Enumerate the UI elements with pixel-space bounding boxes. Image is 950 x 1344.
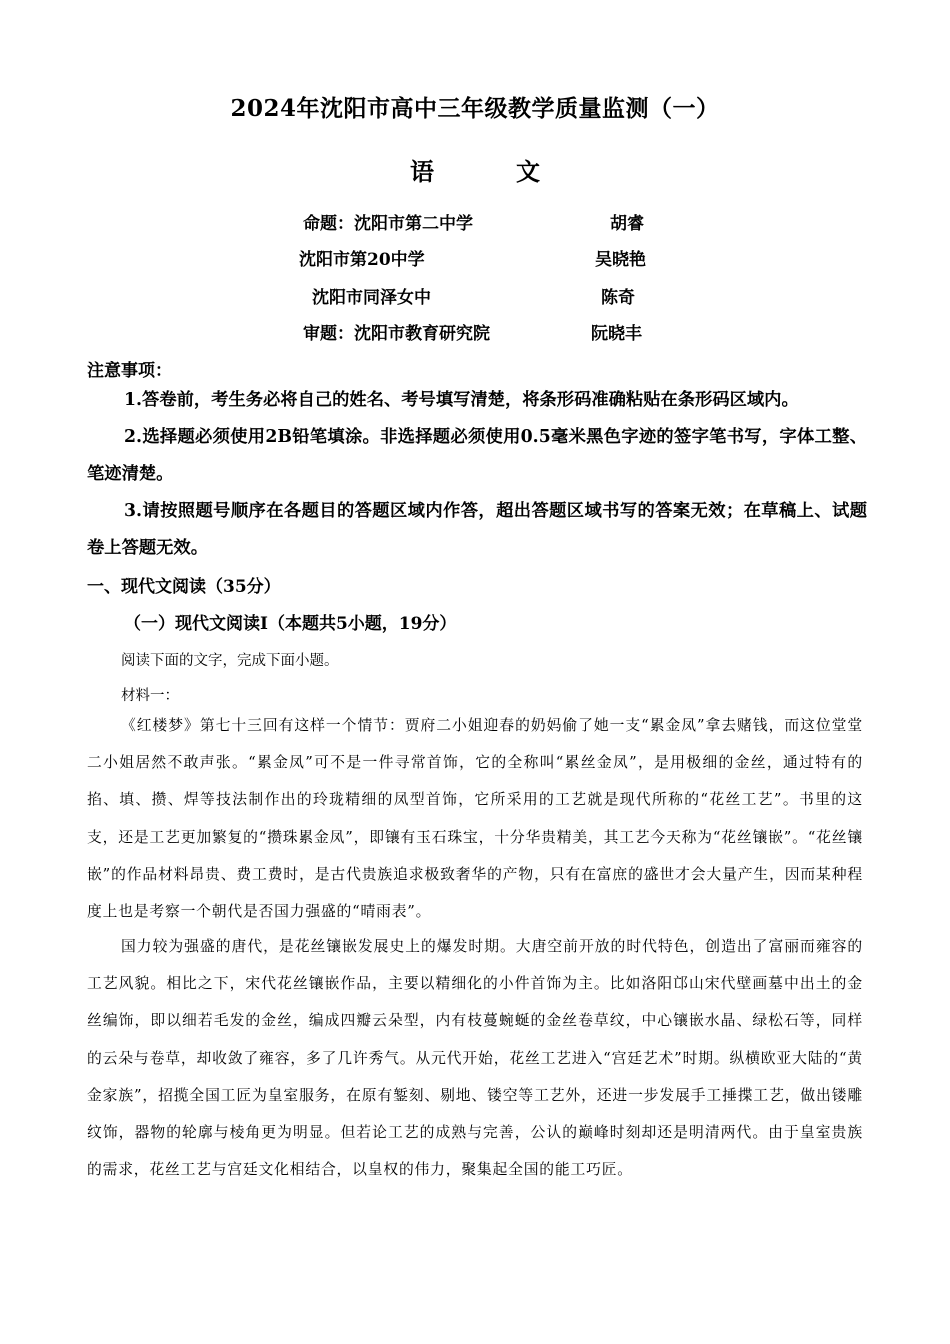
subsection-heading: （一）现代文阅读Ⅰ（本题共5小题，19分） [124, 614, 457, 634]
section-heading: 一、现代文阅读（35分） [87, 577, 281, 597]
paragraph: 《红楼梦》第七十三回有这样一个情节：贾府二小姐迎春的奶妈偷了她一支“累金凤”拿去赌钱，而这位堂堂二小姐居然不敢声张。“累金凤”可不是一件寻常首饰，它的全称叫“累丝金凤”，是用极细的金丝，通过特有的掐、填、攒、焊等技法制作出的玲珑精细的凤型首饰，它所采用的工艺就是现代所称的“花丝工艺”。书里的这支，还是工艺更加繁复的“攒珠累金凤”，即镶有玉石珠宝，十分华贵精美，其工艺今天称为“花丝镶嵌”。“花丝镶嵌”的作品材料昂贵、费工费时，是古代贵族追求极致奢华的产物，只有在富庶的盛世才会大量产生，因而某种程度上也是考察一个朝代是否国力强盛的“晴雨表”。 [87, 717, 863, 921]
note-item: 1.答卷前，考生务必将自己的姓名、考号填写清楚，将条形码准确粘贴在条形码区域内。 [124, 390, 799, 410]
subject-char-2: 文 [516, 157, 540, 186]
subject-char-1: 语 [410, 157, 434, 186]
author-name: 吴晓艳 [595, 250, 646, 270]
note-item: 2.选择题必须使用2B铅笔填涂。非选择题必须使用0.5毫米黑色字迹的签字笔书写，字体工整、笔迹清楚。 [87, 427, 867, 484]
author-label: 沈阳市同泽女中 [312, 288, 431, 308]
author-name: 阮晓丰 [591, 324, 642, 344]
paragraph: 国力较为强盛的唐代，是花丝镶嵌发展史上的爆发时期。大唐空前开放的时代特色，创造出了富丽而雍容的工艺风貌。相比之下，宋代花丝镶嵌作品，主要以精细化的小件首饰为主。比如洛阳邙山宋代壁画墓中出土的金丝编饰，即以细若毛发的金丝，编成四瓣云朵型，内有枝蔓蜿蜒的金丝卷草纹，中心镶嵌水晶、绿松石等，同样的云朵与卷草，却收敛了雍容，多了几许秀气。从元代开始，花丝工艺进入“宫廷艺术”时期。纵横欧亚大陆的“黄金家族”，招揽全国工匠为皇室服务，在原有錾刻、剔地、镂空等工艺外，还进一步发展手工捶揲工艺，做出镂雕纹饰，器物的轮廓与棱角更为明显。但若论工艺的成熟与完善，公认的巅峰时刻却还是明清两代。由于皇室贵族的需求，花丝工艺与宫廷文化相结合，以皇权的伟力，聚集起全国的能工巧匠。 [87, 938, 863, 1179]
author-label: 审题：沈阳市教育研究院 [303, 324, 490, 344]
subject-heading [0, 152, 950, 187]
exam-title: 2024年沈阳市高中三年级教学质量监测（一） [230, 95, 720, 122]
note-item: 3.请按照题号顺序在各题目的答题区域内作答，超出答题区域书写的答案无效；在草稿上、试题卷上答题无效。 [87, 501, 867, 558]
author-label: 命题：沈阳市第二中学 [303, 214, 473, 234]
author-name: 胡睿 [610, 214, 644, 234]
instruction-text: 阅读下面的文字，完成下面小题。 [121, 653, 339, 669]
material-label: 材料一： [121, 688, 179, 704]
author-name: 陈奇 [601, 288, 635, 308]
notes-heading: 注意事项： [87, 361, 172, 381]
author-label: 沈阳市第20中学 [299, 250, 425, 270]
